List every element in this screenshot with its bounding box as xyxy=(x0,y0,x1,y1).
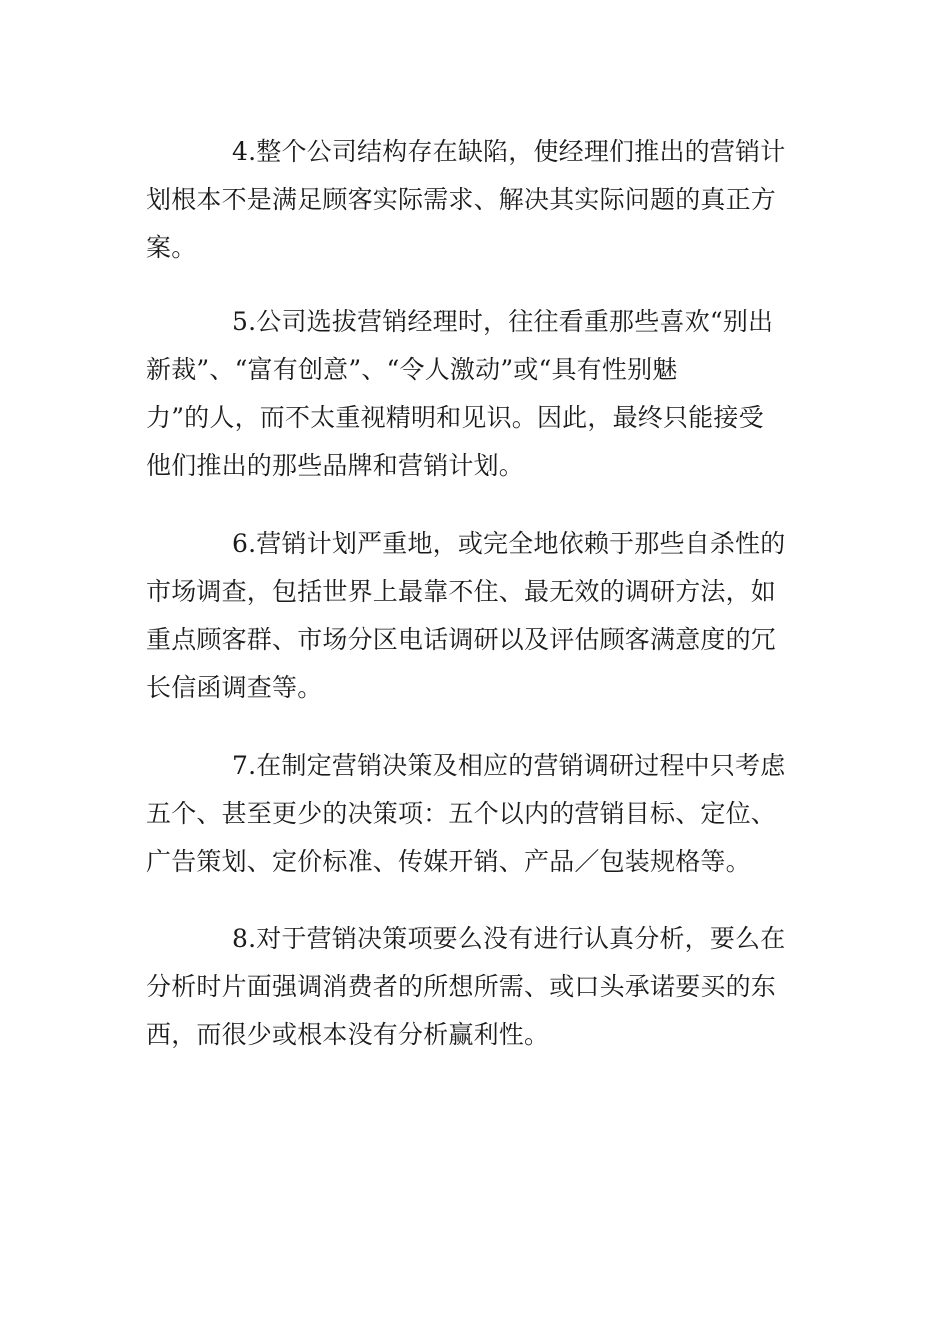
paragraph-item-6 xyxy=(146,520,785,712)
text-line: 5.公司选拔营销经理时，往往看重那些喜欢“别出 xyxy=(232,307,774,336)
text-line: 市场调查，包括世界上最靠不住、最无效的调研方法，如 xyxy=(146,577,777,606)
text-line: 新裁”、“富有创意”、“令人激动”或“具有性别魅 xyxy=(146,355,678,384)
text-line: 五个、甚至更少的决策项：五个以内的营销目标、定位、 xyxy=(146,799,777,828)
text-line: 重点顾客群、市场分区电话调研以及评估顾客满意度的冗 xyxy=(146,625,777,654)
text-line: 广告策划、定价标准、传媒开销、产品／包装规格等。 xyxy=(146,847,751,876)
text-line: 长信函调查等。 xyxy=(146,673,323,702)
text-line: 力”的人，而不太重视精明和见识。因此，最终只能接受 xyxy=(146,403,764,432)
text-line: 案。 xyxy=(146,233,197,262)
paragraph-item-4 xyxy=(146,128,785,272)
paragraph-item-7 xyxy=(146,742,785,886)
paragraph-item-5 xyxy=(146,298,773,490)
text-line: 7.在制定营销决策及相应的营销调研过程中只考虑 xyxy=(232,751,786,780)
paragraph-item-8 xyxy=(146,915,785,1059)
text-line: 划根本不是满足顾客实际需求、解决其实际问题的真正方 xyxy=(146,185,777,214)
text-line: 西，而很少或根本没有分析赢利性。 xyxy=(146,1020,550,1049)
text-line: 6.营销计划严重地，或完全地依赖于那些自杀性的 xyxy=(232,529,786,558)
text-line: 4.整个公司结构存在缺陷，使经理们推出的营销计 xyxy=(232,137,786,166)
text-line: 分析时片面强调消费者的所想所需、或口头承诺要买的东 xyxy=(146,972,777,1001)
text-line: 8.对于营销决策项要么没有进行认真分析，要么在 xyxy=(232,924,786,953)
text-line: 他们推出的那些品牌和营销计划。 xyxy=(146,451,525,480)
